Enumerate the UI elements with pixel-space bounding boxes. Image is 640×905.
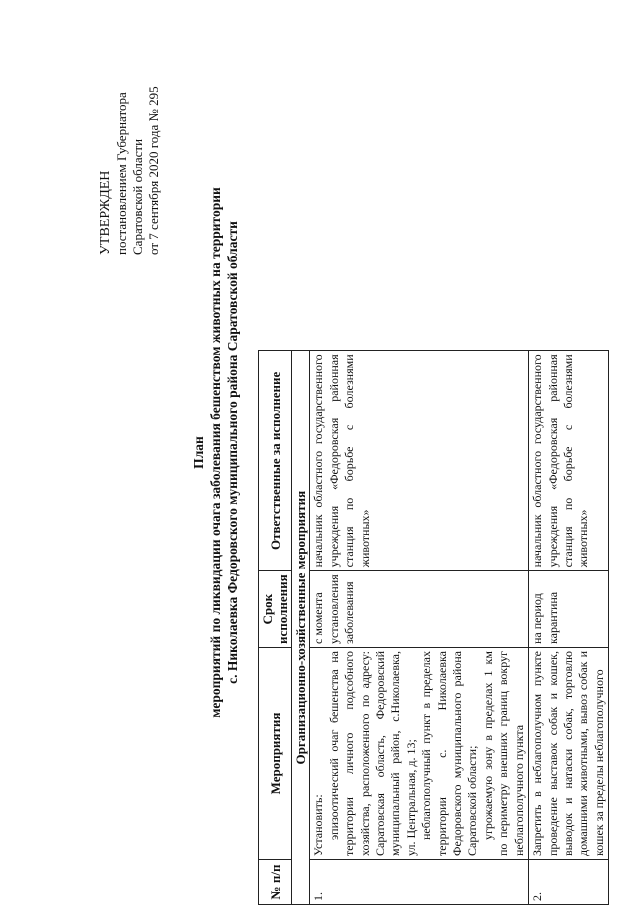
table-header-row [259,351,292,905]
row-num: 2. [529,860,609,905]
table-row [529,351,609,905]
approval-line: от 7 сентября 2020 года № 295 [146,86,161,255]
header-num: № п/п [259,860,292,905]
row-measures [529,648,609,860]
row-responsible: начальник областного государственного учреждения «Федоровская районная станция по борьбе с болезнями животных» [310,351,529,571]
approval-line: Саратовской области [130,138,145,255]
header-measures: Мероприятия [259,648,292,860]
measure-text: неблагополучный пункт в пределах территории с. Николаевка Федоровского муниципального района Саратовской области; [419,651,480,856]
table-row [310,351,529,905]
title-plan: План [191,436,206,469]
row-deadline: с момента установления заболевания [310,571,529,648]
approval-heading: УТВЕРЖДЕН [98,170,113,255]
header-responsible: Ответственные за исполнение [259,351,292,571]
approval-line: постановлением Губернатора [114,92,129,255]
measures-table [258,350,609,905]
section-row [292,351,310,905]
approval-stamp [98,86,162,255]
measure-text: Запретить в неблагополучном пункте проведение выставок собак и кошек, выводок и натаски собак, торговлю домашними животными, вывоз собак и кошек за пределы неблагополучного [530,651,606,856]
section-title: Организационно-хозяйственные мероприятия [292,351,310,905]
title-subject: мероприятий по ликвидации очага заболевания бешенством животных на территории [208,187,223,718]
header-deadline: Срок исполнения [259,571,292,648]
row-deadline: на период карантина [529,571,609,648]
row-responsible: начальник областного государственного учреждения «Федоровская районная станция по борьбе с болезнями животных» [529,351,609,571]
measure-text: Установить: [311,794,326,856]
title-location: с. Николаевка Федоровского муниципального района Саратовской области [225,221,240,684]
measure-text: угрожаемую зону в пределах 1 км по периметру внешних границ вокруг неблагополучного пункта [480,651,526,856]
row-num: 1. [310,860,529,905]
document-title [190,0,241,905]
row-measures [310,648,529,860]
measure-text: эпизоотический очаг бешенства на территории личного подсобного хозяйства, расположенного по адресу: Саратовская область, Федоровский муниципальный район, с.Николаевка, ул. Центральная, д. 13; [326,651,418,856]
